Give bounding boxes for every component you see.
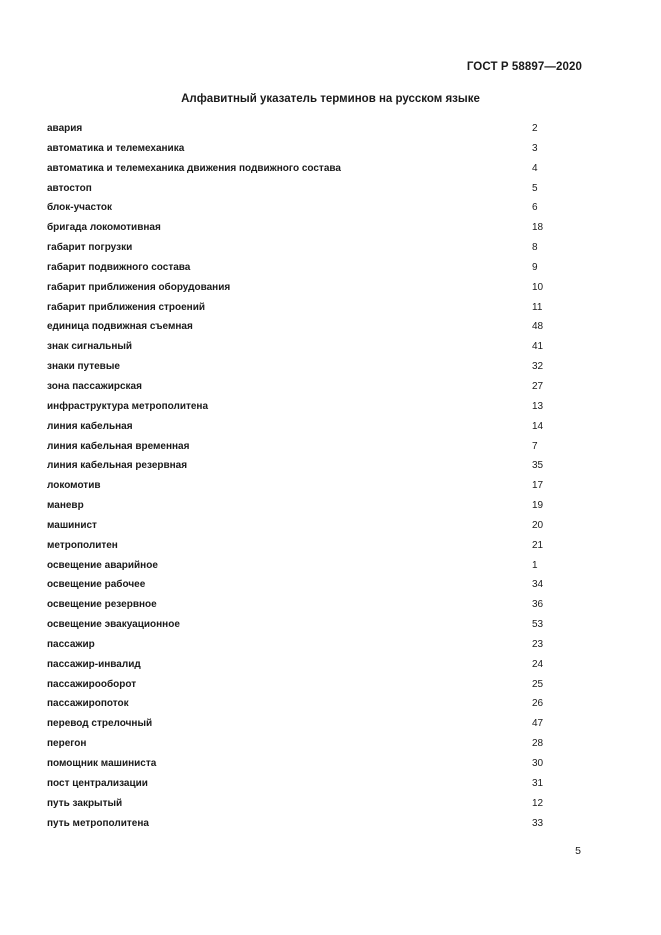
index-entry [47, 755, 567, 775]
index-term: перегон [47, 738, 87, 750]
index-entry [47, 497, 567, 517]
index-page-ref: 26 [532, 698, 544, 710]
index-page-ref: 20 [532, 519, 544, 531]
index-term: автоматика и телемеханика [47, 142, 185, 154]
index-entry [47, 378, 567, 398]
index-page-ref: 14 [532, 420, 544, 432]
index-entry [47, 418, 567, 438]
index-term: машинист [47, 519, 97, 531]
index-term: габарит приближения оборудования [47, 281, 231, 293]
index-page-ref: 9 [532, 261, 538, 273]
index-page-ref: 5 [532, 182, 538, 194]
index-term: линия кабельная [47, 420, 133, 432]
index-entry [47, 557, 567, 577]
index-page-ref: 11 [532, 301, 543, 313]
index-entry [47, 537, 567, 557]
index-entry [47, 636, 567, 656]
index-page-ref: 32 [532, 361, 544, 373]
index-page-ref: 24 [532, 658, 544, 670]
index-entry [47, 457, 567, 477]
index-term: помощник машиниста [47, 758, 157, 769]
index-entry [47, 576, 567, 596]
index-entry [47, 795, 567, 815]
index-entry [47, 656, 567, 676]
index-entry [47, 219, 567, 239]
index-page-ref: 6 [532, 202, 538, 214]
index-entry [47, 596, 567, 616]
index-term: освещение рабочее [47, 579, 146, 591]
index-entry [47, 338, 567, 358]
index-page-ref: 25 [532, 678, 544, 690]
index-page-ref: 8 [532, 242, 538, 254]
index-entry [47, 438, 567, 458]
index-term: пост централизации [47, 777, 148, 789]
index-page-ref: 53 [532, 619, 544, 631]
term-index-list [47, 120, 567, 834]
index-term: путь метрополитена [47, 817, 149, 829]
index-term: инфраструктура метрополитена [47, 400, 209, 412]
index-page-ref: 30 [532, 758, 544, 769]
index-term: габарит погрузки [47, 242, 133, 254]
index-page-ref: 18 [532, 222, 544, 234]
index-page-ref: 2 [532, 123, 538, 134]
index-entry [47, 279, 567, 299]
index-page-ref: 1 [532, 559, 538, 571]
index-entry [47, 715, 567, 735]
index-term: освещение аварийное [47, 559, 158, 571]
index-term: зона пассажирская [47, 380, 142, 392]
index-term: блок-участок [47, 202, 112, 214]
index-entry [47, 398, 567, 418]
index-title: Алфавитный указатель терминов на русском языке [181, 93, 480, 105]
index-page-ref: 41 [532, 341, 544, 353]
index-term: линия кабельная временная [47, 440, 190, 452]
index-page-ref: 4 [532, 162, 538, 174]
index-term: путь закрытый [47, 797, 123, 809]
index-term: габарит приближения строений [47, 301, 206, 313]
index-page-ref: 13 [532, 400, 544, 412]
index-entry [47, 815, 567, 835]
index-term: единица подвижная съемная [47, 321, 193, 333]
index-page-ref: 12 [532, 797, 544, 809]
index-page-ref: 7 [532, 440, 538, 452]
index-term: перевод стрелочный [47, 718, 153, 730]
index-term: бригада локомотивная [47, 222, 161, 234]
index-term: маневр [47, 500, 84, 512]
index-term: автоматика и телемеханика движения подвижного состава [47, 162, 341, 174]
page-number: 5 [575, 845, 581, 857]
index-page-ref: 28 [532, 738, 544, 750]
index-term: автостоп [47, 182, 92, 194]
index-term: пассажир-инвалид [47, 658, 141, 670]
index-page-ref: 34 [532, 579, 544, 591]
index-entry [47, 616, 567, 636]
index-page-ref: 36 [532, 599, 544, 611]
index-entry [47, 477, 567, 497]
index-entry [47, 299, 567, 319]
index-term: пассажирооборот [47, 678, 137, 690]
index-term: авария [47, 123, 83, 134]
index-entry [47, 358, 567, 378]
index-term: освещение резервное [47, 599, 157, 611]
index-page-ref: 35 [532, 460, 544, 472]
index-page-ref: 48 [532, 321, 544, 333]
index-entry [47, 180, 567, 200]
document-code: ГОСТ Р 58897—2020 [466, 61, 582, 73]
index-entry [47, 199, 567, 219]
index-page-ref: 3 [532, 142, 538, 154]
index-term: знаки путевые [47, 361, 120, 373]
index-entry [47, 676, 567, 696]
index-entry [47, 735, 567, 755]
index-page-ref: 27 [532, 380, 544, 392]
index-page-ref: 17 [532, 480, 544, 492]
index-page-ref: 19 [532, 500, 544, 512]
index-entry [47, 517, 567, 537]
index-entry [47, 695, 567, 715]
index-page-ref: 33 [532, 817, 544, 829]
index-page-ref: 23 [532, 638, 544, 650]
index-page-ref: 31 [532, 777, 544, 789]
index-entry [47, 318, 567, 338]
index-page-ref: 10 [532, 281, 544, 293]
index-term: локомотив [47, 480, 101, 492]
index-term: метрополитен [47, 539, 118, 551]
index-entry [47, 120, 567, 140]
index-entry [47, 160, 567, 180]
index-term: освещение эвакуационное [47, 619, 180, 631]
index-page-ref: 47 [532, 718, 544, 730]
index-entry [47, 239, 567, 259]
index-entry [47, 140, 567, 160]
index-entry [47, 775, 567, 795]
index-entry [47, 259, 567, 279]
index-term: габарит подвижного состава [47, 261, 191, 273]
index-term: пассажир [47, 638, 95, 650]
index-page-ref: 21 [532, 539, 544, 551]
index-term: знак сигнальный [47, 341, 133, 353]
index-term: пассажиропоток [47, 698, 129, 710]
index-term: линия кабельная резервная [47, 460, 188, 472]
